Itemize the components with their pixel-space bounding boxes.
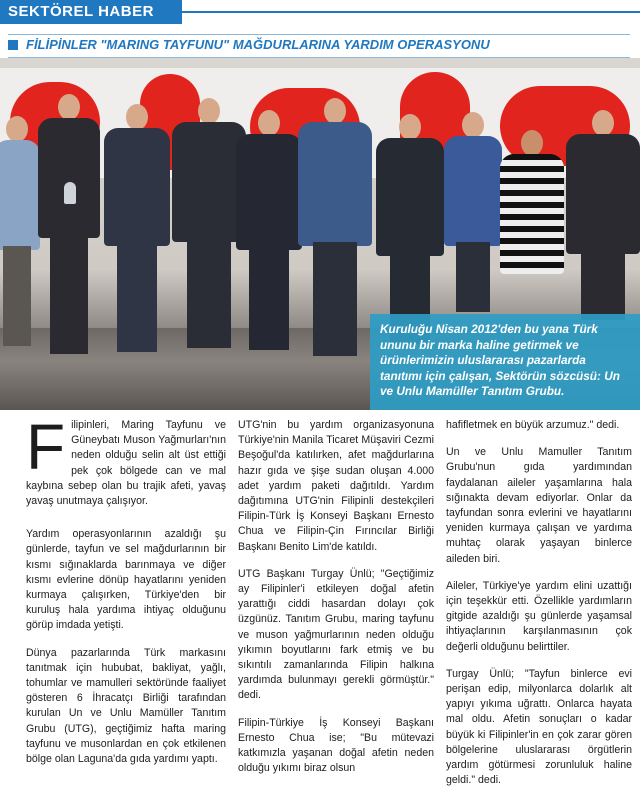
article-column-3 (446, 418, 632, 790)
headline-bar (8, 34, 630, 58)
square-bullet-icon (8, 40, 18, 50)
group-photo (0, 58, 640, 410)
paragraph: Turgay Ünlü; "Tayfun binlerce evi perişan edip, milyonlarca dolarlık alt yapıyı yıkıma uğrattı. Onlarca hayata mal oldu. Afetin sonuçları o kadar büyük ki Filipinler'in en çok zarar gören bölgelerine uluslararası örgütlerin yardım götürmesi zorunluluk haline geldi." dedi. (446, 667, 632, 787)
paragraph: hafifletmek en büyük arzumuz." dedi. (446, 419, 620, 431)
header-rule (182, 11, 640, 13)
paragraph: Filipinleri, Maring Tayfunu ve Güneybatı Muson Yağmurları'nın neden olduğu selin alt üst ettiği pek çok bölgede can ve mal kaybına sebep olan bu trajik afeti, yavaş yavaş unutmaya çalışıyor. (26, 411, 226, 508)
drop-cap: F (26, 411, 66, 483)
paragraph: UTG Başkanı Turgay Ünlü; "Geçtiğimiz ay Filipinler'i etkileyen doğal afetin yarattığı ciddi hasardan dolayı çok üzgünüz. Tanıtım Grubu, maring tayfunu ve muson yağmurlarının neden olduğu yıkımın boyutlarını fark etmiş ve bu sıkıntılı zamanlarında Filipin halkına yardımda bulunmayı gerekli görmüştür." dedi. (238, 567, 434, 702)
article-headline: FİLİPİNLER "MARING TAYFUNU" MAĞDURLARINA YARDIM OPERASYONU (26, 37, 490, 52)
photo-caption: Kuruluğu Nisan 2012'den bu yana Türk ununu bir marka haline getirmek ve ürünlerimizin uluslararası pazarlarda tanıtımı için çalışan, Sektörün sözcüsü: Un ve Unlu Mamüller Tanıtım Grubu. (370, 314, 640, 410)
paragraph: Aileler, Türkiye'ye yardım elini uzattığı için teşekkür etti. Özellikle yardımların gitgide azaldığı şu günlerde yaşamsal ihtiyaçlarının karşılanmasının çok değerli olduğunu belirttiler. (446, 579, 632, 653)
paragraph: UTG'nin bu yardım organizasyonuna Türkiye'nin Manila Ticaret Müşaviri Cezmi Beşoğul'da katılırken, afet mağdurlarına hazır gıda ve şişe sudan oluşan 4.000 adet yardım paketi dağıtıldı. Yardım dağıtımına UTG'nin Filipinli destekçileri Filipin-Türk İş Konseyi Başkanı Ernesto Chua ve Filipin-Çin Fırıncılar Birliği Başkanı Benito Lim'de katıldı. (238, 419, 434, 553)
paragraph: Dünya pazarlarında Türk markasını tanıtmak için hububat, bakliyat, yağlı, tohumlar ve mamulleri sektöründe faaliyet gösteren 6 İhracatçı Birliği tarafından kurulan Un ve Unlu Mamüller Tanıtım Grubu (UTG), geçtiğimiz hafta maring tayfunu ve musonlardan en çok etkilenen bölge olan Laguna'da gıda yardımı yaptı. (26, 646, 226, 766)
paragraph: Yardım operasyonlarının azaldığı şu günlerde, tayfun ve sel mağdurlarının bir kısmı sığınaklarda barınmaya ve diğer kısmı evlerine dönüp hayatlarını yeniden kurmaya çalışırken, Türkiye'den bir kuruluş hala yardıma ihtiyaç olduğunu görüp imdada yetişti. (26, 528, 226, 632)
section-tag: SEKTÖREL HABER (0, 0, 182, 24)
article-column-1 (26, 411, 226, 779)
article-column-2 (238, 418, 434, 788)
paragraph: Un ve Unlu Mamuller Tanıtım Grubu'nun gıda yardımından faydalanan aileler yaşamlarına hala sığınakta devam ediyorlar. Onlar da tayfundan sonra evlerini ve hayatlarını yeniden kurmaya çalışan ve yardıma muhtaç olarak yaşayan binlerce aileden biri. (446, 446, 632, 565)
paragraph: Filipin-Türkiye İş Konseyi Başkanı Ernesto Chua ise; "Bu mütevazi katkımızla yaşanan doğal afetin neden olduğu yıkımı biraz olsun (238, 716, 434, 775)
